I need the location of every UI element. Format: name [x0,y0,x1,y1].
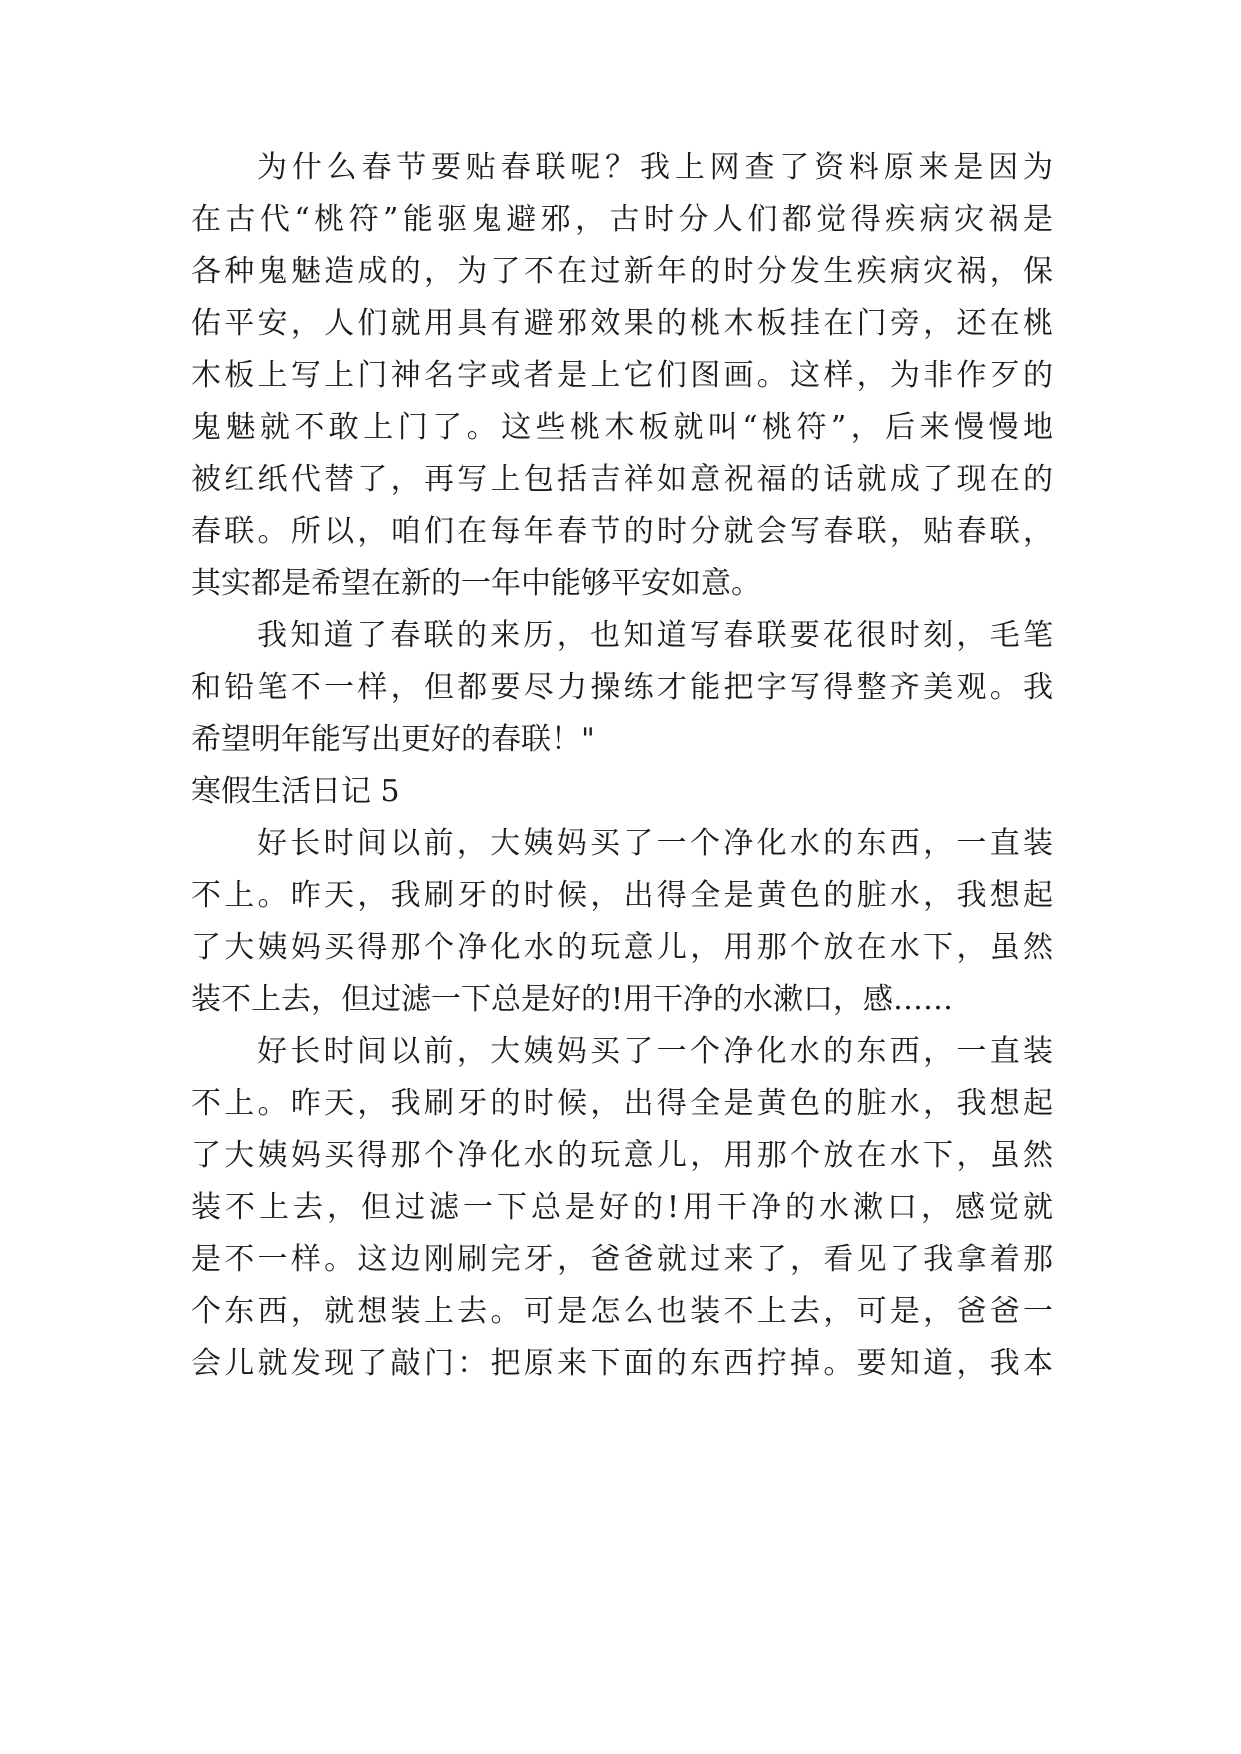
paragraph-3-line-2: 不上。昨天，我刷牙的时候，出得全是黄色的脏水，我想起 [191,878,1053,913]
paragraph-4-line-2: 不上。昨天，我刷牙的时候，出得全是黄色的脏水，我想起 [191,1086,1053,1121]
paragraph-3-line-1: 好长时间以前，大姨妈买了一个净化水的东西，一直装 [257,826,1053,861]
paragraph-1-line-1: 为什么春节要贴春联呢？我上网查了资料原来是因为 [257,150,1053,185]
paragraph-1-line-7: 被红纸代替了，再写上包括吉祥如意祝福的话就成了现在的 [191,462,1053,497]
section-heading: 寒假生活日记 5 [191,774,400,809]
paragraph-4-line-6: 个东西，就想装上去。可是怎么也装不上去，可是，爸爸一 [191,1294,1053,1329]
paragraph-4-line-1: 好长时间以前，大姨妈买了一个净化水的东西，一直装 [257,1034,1053,1069]
paragraph-3-line-3: 了大姨妈买得那个净化水的玩意儿，用那个放在水下，虽然 [191,930,1053,965]
paragraph-1-line-8: 春联。所以，咱们在每年春节的时分就会写春联，贴春联， [191,514,1053,549]
paragraph-1-line-3: 各种鬼魅造成的，为了不在过新年的时分发生疾病灾祸，保 [191,254,1053,289]
paragraph-1-line-4: 佑平安，人们就用具有避邪效果的桃木板挂在门旁，还在桃 [191,306,1053,341]
paragraph-4-line-5: 是不一样。这边刚刷完牙，爸爸就过来了，看见了我拿着那 [191,1242,1053,1277]
paragraph-1-line-2: 在古代“桃符”能驱鬼避邪，古时分人们都觉得疾病灾祸是 [191,202,1053,237]
paragraph-4-line-3: 了大姨妈买得那个净化水的玩意儿，用那个放在水下，虽然 [191,1138,1053,1173]
paragraph-4-line-7: 会儿就发现了敲门：把原来下面的东西拧掉。要知道，我本 [191,1346,1053,1381]
paragraph-1-line-5: 木板上写上门神名字或者是上它们图画。这样，为非作歹的 [191,358,1053,393]
paragraph-1-line-9: 其实都是希望在新的一年中能够平安如意。 [191,566,761,601]
paragraph-2-line-3: 希望明年能写出更好的春联！" [191,722,595,757]
paragraph-4-line-4: 装不上去，但过滤一下总是好的!用干净的水漱口，感觉就 [191,1190,1053,1225]
paragraph-2-line-2: 和铅笔不一样，但都要尽力操练才能把字写得整齐美观。我 [191,670,1053,705]
paragraph-1-line-6: 鬼魅就不敢上门了。这些桃木板就叫“桃符”，后来慢慢地 [191,410,1053,445]
paragraph-2-line-1: 我知道了春联的来历，也知道写春联要花很时刻，毛笔 [257,618,1053,653]
paragraph-3-line-4: 装不上去，但过滤一下总是好的!用干净的水漱口，感…… [191,982,954,1017]
